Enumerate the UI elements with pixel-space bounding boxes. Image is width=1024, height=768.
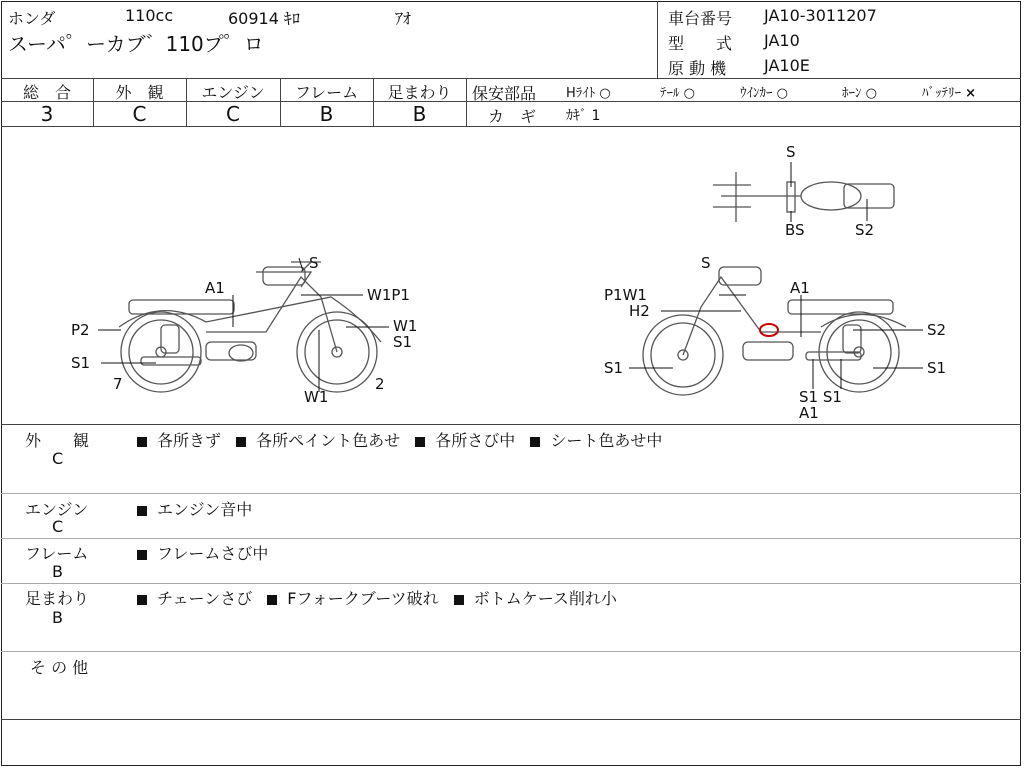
bullet-square-icon [236, 437, 246, 447]
bullet-square-icon [137, 550, 147, 560]
remark-notes-exterior: 各所きず 各所ペイント色あせ 各所さび中 シート色あせ中 [137, 428, 662, 451]
safety-item-winker: ｳｲﾝｶｰ ○ [740, 86, 788, 101]
mileage: 60914 ｷﾛ [228, 9, 300, 28]
remark-label-other: そ の 他 [30, 658, 89, 677]
bullet-square-icon [530, 437, 540, 447]
label-left-w1p1: W1P1 [367, 286, 410, 304]
remark-notes-suspension: チェーンさび Fフォークブーツ破れ ボトムケース削れ小 [137, 586, 617, 609]
label-left-s: S [309, 254, 319, 272]
displacement: 110cc [125, 6, 174, 25]
engine-model-value: JA10E [764, 56, 810, 75]
label-left-p2: P2 [71, 321, 90, 339]
label-top-bs: BS [785, 221, 805, 239]
remark-label-frame: フレーム [25, 544, 89, 563]
bullet-square-icon [137, 595, 147, 605]
grade-value-exterior: C [132, 102, 147, 126]
rule [1, 583, 1021, 584]
maker: ホンダ [8, 9, 56, 28]
grade-value-frame: B [319, 102, 334, 126]
remark-grade-suspension: B [52, 608, 63, 627]
model-type-label: 型 式 [668, 34, 733, 53]
grade-label-frame: フレーム [294, 83, 359, 102]
label-right-h2: H2 [629, 302, 650, 320]
damage-marker [760, 324, 778, 336]
frame-number-label: 車台番号 [668, 9, 733, 28]
bike-left-view [119, 262, 381, 392]
safety-item-horn: ﾎｰﾝ ○ [842, 86, 877, 101]
bike-right-view [643, 267, 906, 395]
label-right-a1-lower: A1 [799, 404, 819, 422]
safety-row-rule [466, 101, 1021, 102]
label-right-s1-left: S1 [604, 359, 624, 377]
key-label: カ ギ [488, 107, 537, 126]
remark-notes-engine: エンジン音中 [137, 497, 252, 520]
rule [1, 719, 1021, 720]
header-divider [657, 1, 658, 78]
remark-label-exterior: 外 観 [25, 431, 90, 450]
grade-value-suspension: B [412, 102, 427, 126]
label-left-2: 2 [375, 375, 385, 393]
remark-label-engine: エンジン [25, 500, 89, 519]
label-left-a1: A1 [205, 279, 225, 297]
grade-value-engine: C [226, 102, 240, 126]
label-top-s2: S2 [855, 221, 875, 239]
grade-label-suspension: 足まわり [387, 83, 452, 102]
motorcycle-damage-diagram [1, 127, 1021, 424]
bullet-square-icon [137, 506, 147, 516]
bullet-square-icon [267, 595, 277, 605]
label-left-w1: W1 [393, 317, 418, 335]
grade-label-exterior: 外 観 [115, 83, 164, 102]
label-left-w1-lower: W1 [304, 388, 329, 406]
label-top-s: S [786, 143, 796, 161]
rule [1, 493, 1021, 494]
bullet-square-icon [415, 437, 425, 447]
safety-item-headlight: Hﾗｲﾄ ○ [566, 86, 611, 101]
label-right-s1s1: S1 S1 [799, 388, 842, 406]
remark-grade-exterior: C [52, 449, 64, 468]
grade-label-overall: 総 合 [22, 83, 71, 102]
label-left-7: 7 [113, 375, 123, 393]
rule [1, 538, 1021, 539]
grade-divider [466, 78, 467, 126]
rule [1, 651, 1021, 652]
safety-item-battery: ﾊﾞｯﾃﾘｰ × [922, 86, 977, 101]
bullet-square-icon [137, 437, 147, 447]
label-right-a1: A1 [790, 279, 810, 297]
label-right-s2: S2 [927, 321, 947, 339]
label-right-s1-right: S1 [927, 359, 947, 377]
color: ｱｵ [395, 9, 412, 28]
grade-label-engine: エンジン [201, 83, 265, 102]
rule [1, 78, 1021, 79]
safety-item-tail: ﾃｰﾙ ○ [660, 86, 695, 101]
label-left-s1-upper: S1 [393, 333, 413, 351]
frame-number-value: JA10-3011207 [764, 6, 877, 25]
remark-label-suspension: 足まわり [25, 589, 90, 608]
remark-grade-engine: C [52, 517, 64, 536]
grade-value-overall: 3 [40, 102, 54, 126]
label-right-p1w1: P1W1 [604, 286, 647, 304]
model-name: スーパ゜ーカブ゛110プ゜ロ [8, 32, 264, 56]
safety-title: 保安部品 [472, 84, 537, 103]
key-value: ｶｷﾞ 1 [566, 108, 601, 124]
bullet-square-icon [454, 595, 464, 605]
model-type-value: JA10 [764, 31, 800, 50]
label-right-s: S [701, 254, 711, 272]
rule [1, 424, 1021, 425]
label-left-s1: S1 [71, 354, 91, 372]
engine-model-label: 原 動 機 [668, 59, 727, 78]
remark-notes-frame: フレームさび中 [137, 541, 268, 564]
remark-grade-frame: B [52, 562, 63, 581]
